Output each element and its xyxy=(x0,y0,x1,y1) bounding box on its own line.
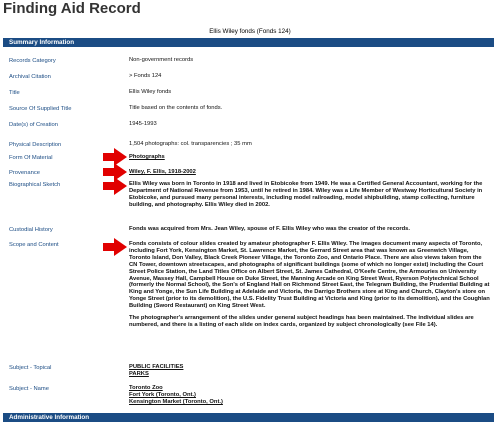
value-archival-citation[interactable]: > Fonds 124 xyxy=(129,73,162,79)
value-biographical-sketch: Ellis Wiley was born in Toronto in 1918 and lived in Etobicoke from 1949. He was a Certified General Accountant, working for the Department of National Revenue from 1953, until he retired in 1984. Wiley was a Life Member of Westway Horticultural Society in Etobicoke, and pursued many personal interests, including model railroading, model shipbuilding, stamp collecting, furniture building, and photography. Ellis Wiley died in 2002. xyxy=(129,181,483,208)
value-custodial-history: Fonds was acquired from Mrs. Jean Wiley, spouse of F. Ellis Wiley who was the creator of the records. xyxy=(129,226,411,232)
value-subject-topical xyxy=(129,364,491,378)
subject-name-link[interactable]: Toronto Zoo xyxy=(129,385,163,391)
label-provenance: Provenance xyxy=(9,170,40,176)
value-scope-and-content xyxy=(129,241,491,329)
value-title: Ellis Wiley fonds xyxy=(129,89,172,95)
value-source-supplied-title: Title based on the contents of fonds. xyxy=(129,105,223,111)
scope-paragraph-1: Fonds consists of colour slides created by amateur photographer F. Ellis Wiley. The images document many aspects of Toronto, including Fort York, Kensington Market, St. Lawrence Market, the Gerrard Street area that was known as Greenwich Village, Toronto Island, Don Valley, Black Creek Pioneer Village, the Toronto Zoo, and Ontario Place. There are also views taken from the CN Tower, downtown streetscapes, and photographs of significant buildings (some of which no longer exist) including the Court Street Police Station, the Land Titles Office on Albert Street, St. James Cathedral, O'Keefe Centre, the Armouries on University Avenue, Massey Hall, Campbell House on Duke Street, the Manning Arcade on King Street West, Ryerson Polytechnical School (formerly the Normal School), the Son's of England Hall on Richmond Street East, the Telegram Building, the Prudential Building at King and Yonge, the Sun Life Building at Adelaide and Victoria, the Darrigo Brothers store at King and Church, Clayton's store on Yonge Street (prior to its demolition), the U.S. Fidelity Trust Building at Victoria and King (prior to its demolition), and the Coughlan Building (Sword Restaurant) on King Street West. xyxy=(129,241,490,310)
subject-name-link[interactable]: Kensington Market (Toronto, Ont.) xyxy=(129,398,223,405)
record-heading: Ellis Wiley fonds (Fonds 124) xyxy=(209,28,291,35)
scope-paragraph-2: The photographer's arrangement of the slides under general subject headings has been maintained. The individual slides are numbered, and there is a listing of each slide on index cards, organized by subject chronologically (see File 14). xyxy=(129,315,474,328)
subject-name-link[interactable]: Fort York (Toronto, Ont.) xyxy=(129,391,196,398)
value-physical-description: 1,504 photographs: col. transparencies ; 35 mm xyxy=(129,141,252,147)
subject-topical-link[interactable]: PARKS xyxy=(129,370,149,377)
value-subject-name xyxy=(129,385,491,406)
section-summary-header[interactable]: Summary Information xyxy=(3,38,494,47)
label-scope-and-content: Scope and Content xyxy=(9,242,59,248)
label-physical-description: Physical Description xyxy=(9,142,62,148)
label-subject-topical: Subject - Topical xyxy=(9,365,52,371)
subject-topical-link[interactable]: PUBLIC FACILITIES xyxy=(129,364,184,370)
page-title: Finding Aid Record xyxy=(3,0,141,17)
link-provenance[interactable]: Wiley, F. Ellis, 1918-2002 xyxy=(129,169,196,175)
label-subject-name: Subject - Name xyxy=(9,386,49,392)
label-biographical-sketch: Biographical Sketch xyxy=(9,182,61,188)
label-custodial-history: Custodial History xyxy=(9,227,53,233)
section-administrative-header[interactable]: Administrative Information xyxy=(3,413,494,422)
link-form-of-material[interactable]: Photographs xyxy=(129,154,165,160)
label-records-category: Records Category xyxy=(9,58,56,64)
label-dates-of-creation: Date(s) of Creation xyxy=(9,122,58,128)
value-dates-of-creation: 1945-1993 xyxy=(129,121,157,127)
red-arrow-right-icon xyxy=(103,238,127,256)
label-form-of-material: Form Of Material xyxy=(9,155,53,161)
value-records-category: Non-government records xyxy=(129,57,194,63)
label-archival-citation: Archival Citation xyxy=(9,74,51,80)
label-source-supplied-title: Source Of Supplied Title xyxy=(9,106,72,112)
red-arrow-right-icon xyxy=(103,177,127,195)
label-title: Title xyxy=(9,90,20,96)
